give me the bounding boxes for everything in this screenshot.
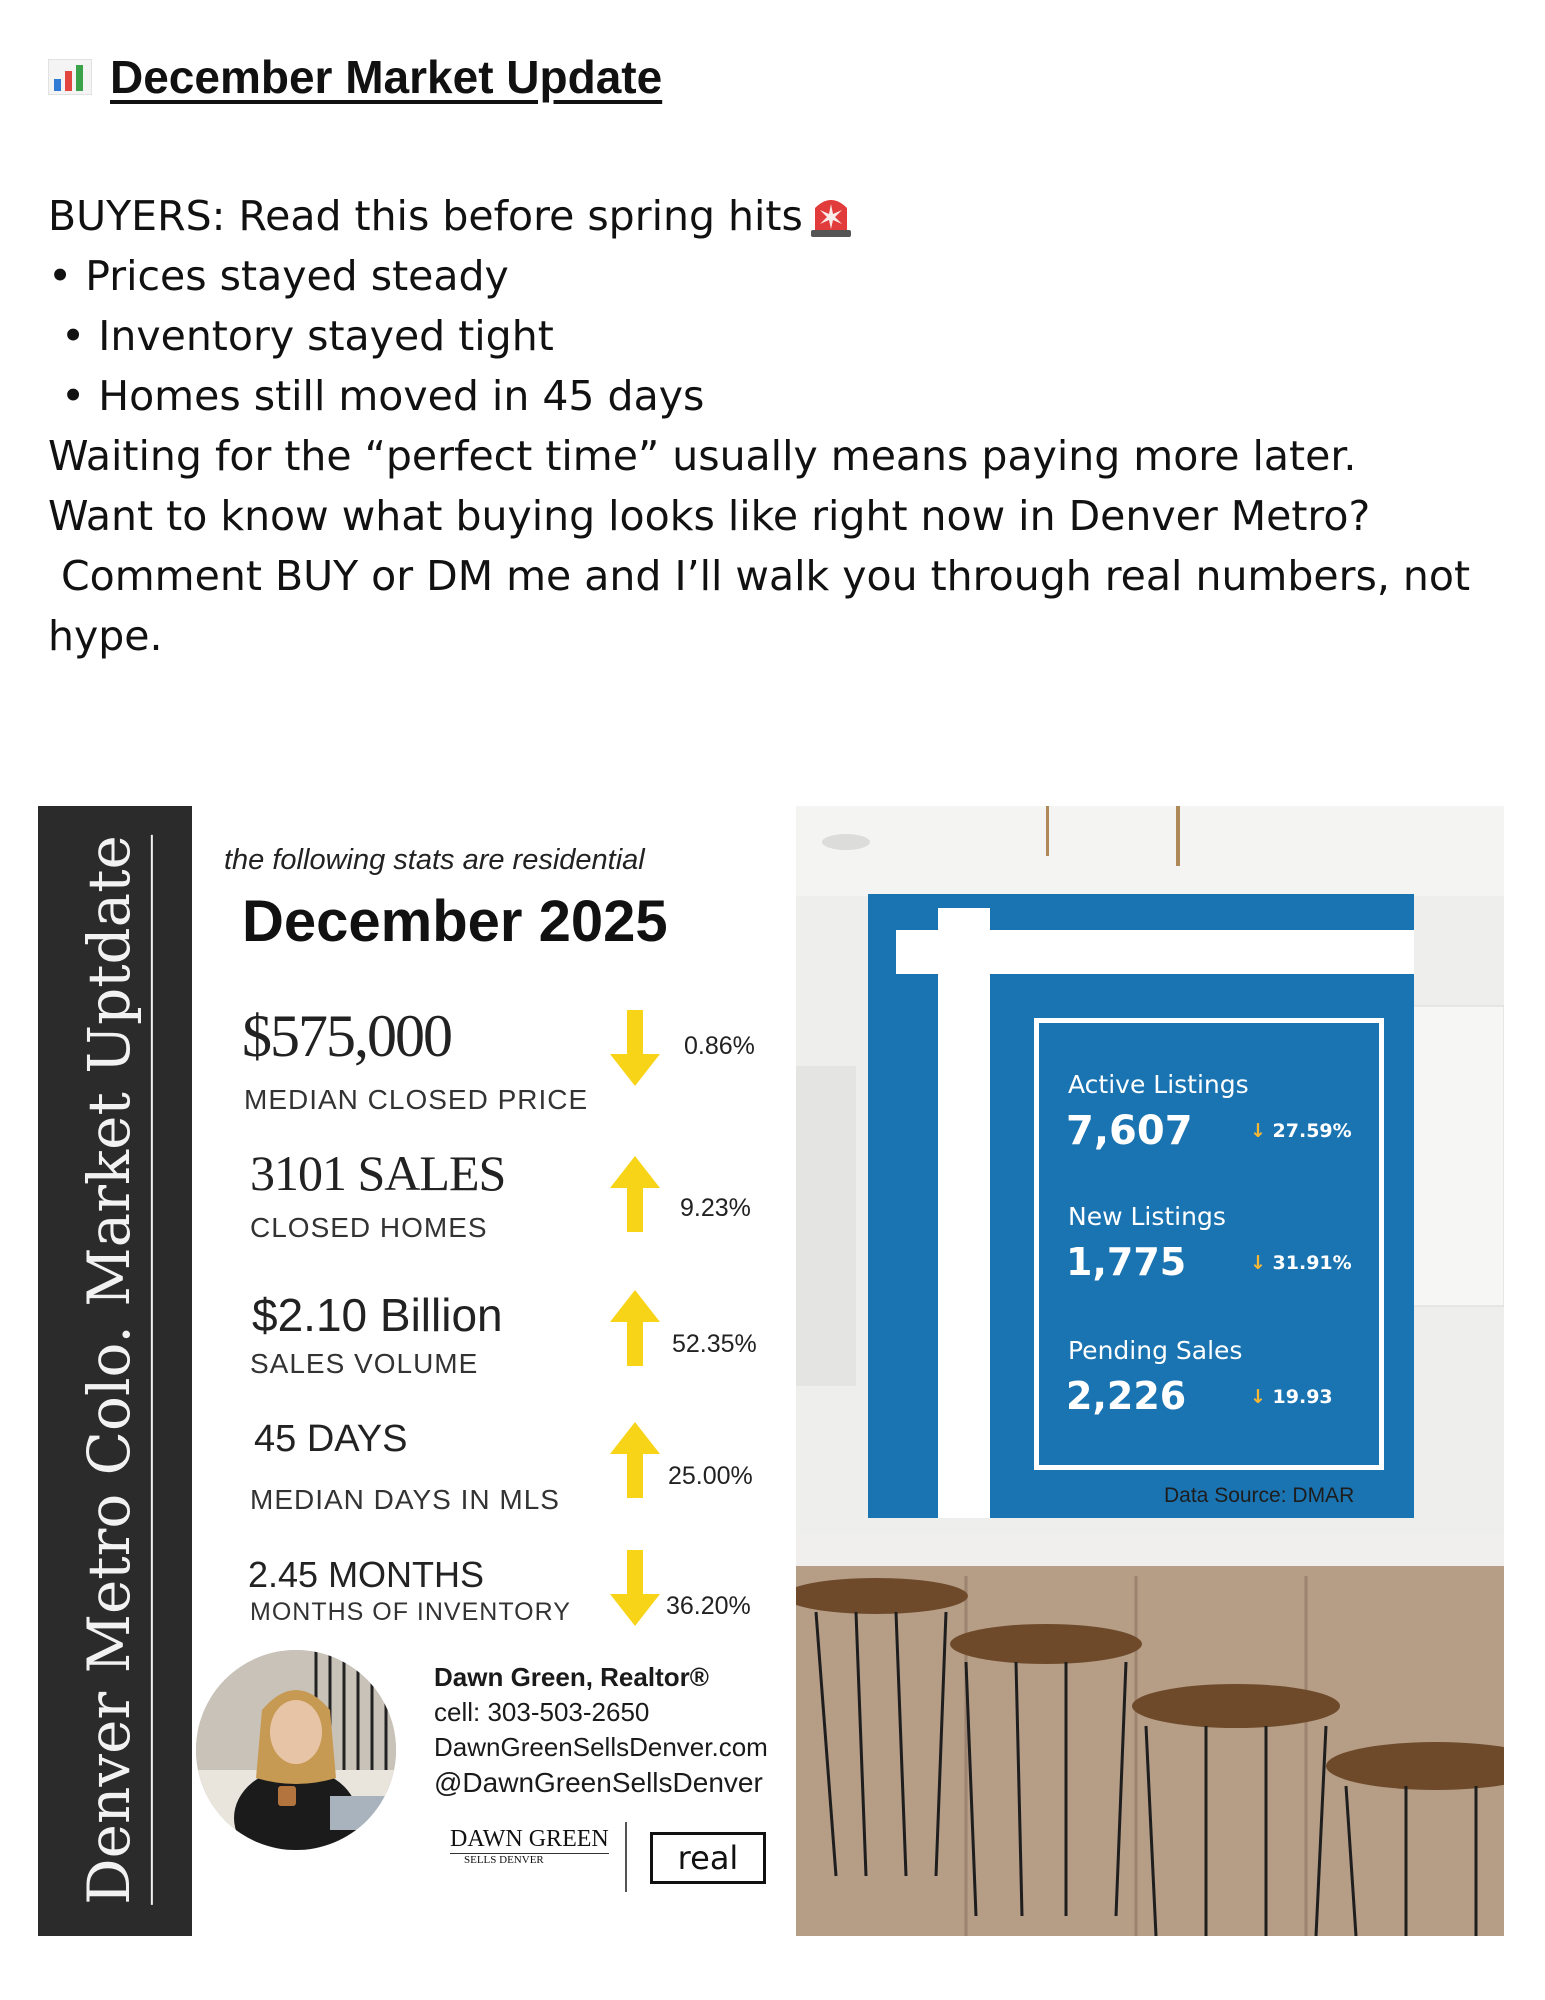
sign-metric-change: ↓ 27.59% — [1250, 1120, 1352, 1142]
sign-metric-value: 2,226 — [1066, 1374, 1187, 1418]
post-line: • Homes still moved in 45 days — [48, 372, 705, 420]
bar-chart-icon — [48, 59, 92, 95]
arrow-up-icon — [610, 1290, 660, 1366]
siren-icon — [809, 192, 853, 238]
agent-handle[interactable]: @DawnGreenSellsDenver — [434, 1767, 763, 1798]
arrow-down-icon: ↓ — [1250, 1386, 1266, 1408]
sign-metric-label: New Listings — [1068, 1202, 1226, 1231]
report-month: December 2025 — [242, 889, 668, 954]
data-source: Data Source: DMAR — [1164, 1484, 1355, 1507]
stat-label: MEDIAN DAYS IN MLS — [250, 1484, 560, 1515]
arrow-down-icon — [610, 1010, 660, 1086]
arrow-down-icon: ↓ — [1250, 1120, 1266, 1142]
agent-cell[interactable]: cell: 303-503-2650 — [434, 1697, 650, 1727]
agent-headshot — [196, 1650, 396, 1850]
stat-label: MEDIAN CLOSED PRICE — [244, 1084, 589, 1115]
sidebar-title: Denver Metro Colo. Market Uptdate — [75, 835, 153, 1905]
stat-value: 2.45 MONTHS — [248, 1554, 485, 1595]
stat-label: SALES VOLUME — [250, 1348, 479, 1379]
logo-brand-main: DAWN GREEN — [450, 1826, 609, 1852]
arrow-down-icon: ↓ — [1250, 1252, 1266, 1274]
post-heading — [48, 50, 662, 104]
heading-text: December Market Update — [110, 51, 663, 103]
arrow-up-icon — [610, 1156, 660, 1232]
agent-contact — [434, 1660, 768, 1800]
post-body — [48, 186, 1488, 666]
stat-label: MONTHS OF INVENTORY — [250, 1598, 571, 1626]
dawn-green-logo — [450, 1826, 609, 1866]
stat-change: 52.35% — [672, 1330, 757, 1358]
stat-change: 9.23% — [680, 1194, 751, 1222]
post-line: Comment BUY or DM me and I’ll walk you through real numbers, not — [48, 552, 1471, 600]
sign-metric-label: Active Listings — [1068, 1070, 1249, 1099]
stat-value: $2.10 Billion — [252, 1289, 503, 1341]
stat-label: CLOSED HOMES — [250, 1212, 488, 1243]
post-line: hype. — [48, 612, 163, 660]
sign-metric-value: 7,607 — [1066, 1108, 1193, 1154]
stat-change: 25.00% — [668, 1462, 753, 1490]
agent-photo — [196, 1650, 396, 1850]
stat-value: 3101 SALES — [250, 1145, 506, 1201]
sign-metric-label: Pending Sales — [1068, 1336, 1243, 1365]
stat-value: $575,000 — [242, 1003, 451, 1069]
infographic-sidebar — [38, 806, 192, 1936]
sign-metric-value: 1,775 — [1066, 1240, 1187, 1284]
post-line: • Inventory stayed tight — [48, 312, 554, 360]
stat-value: 45 DAYS — [254, 1418, 408, 1460]
sign-metric-change: ↓ 19.93 — [1250, 1386, 1333, 1408]
post-line: • Prices stayed steady — [48, 252, 509, 300]
arrow-down-icon — [610, 1550, 660, 1626]
stat-change: 0.86% — [684, 1032, 755, 1060]
residential-note: the following stats are residential — [224, 844, 645, 876]
logo-divider — [625, 1822, 627, 1892]
post-line: Want to know what buying looks like right now in Denver Metro? — [48, 492, 1371, 540]
real-brokerage-logo: real — [650, 1832, 766, 1884]
stat-change: 36.20% — [666, 1592, 751, 1620]
sign-metric-change: ↓ 31.91% — [1250, 1252, 1352, 1274]
agent-name: Dawn Green, Realtor® — [434, 1662, 709, 1692]
post-line: Waiting for the “perfect time” usually means paying more later. — [48, 432, 1357, 480]
arrow-up-icon — [610, 1422, 660, 1498]
agent-website[interactable]: DawnGreenSellsDenver.com — [434, 1732, 768, 1762]
post-line: BUYERS: Read this before spring hits — [48, 186, 1488, 246]
logo-brand-sub: SELLS DENVER — [464, 1854, 544, 1866]
